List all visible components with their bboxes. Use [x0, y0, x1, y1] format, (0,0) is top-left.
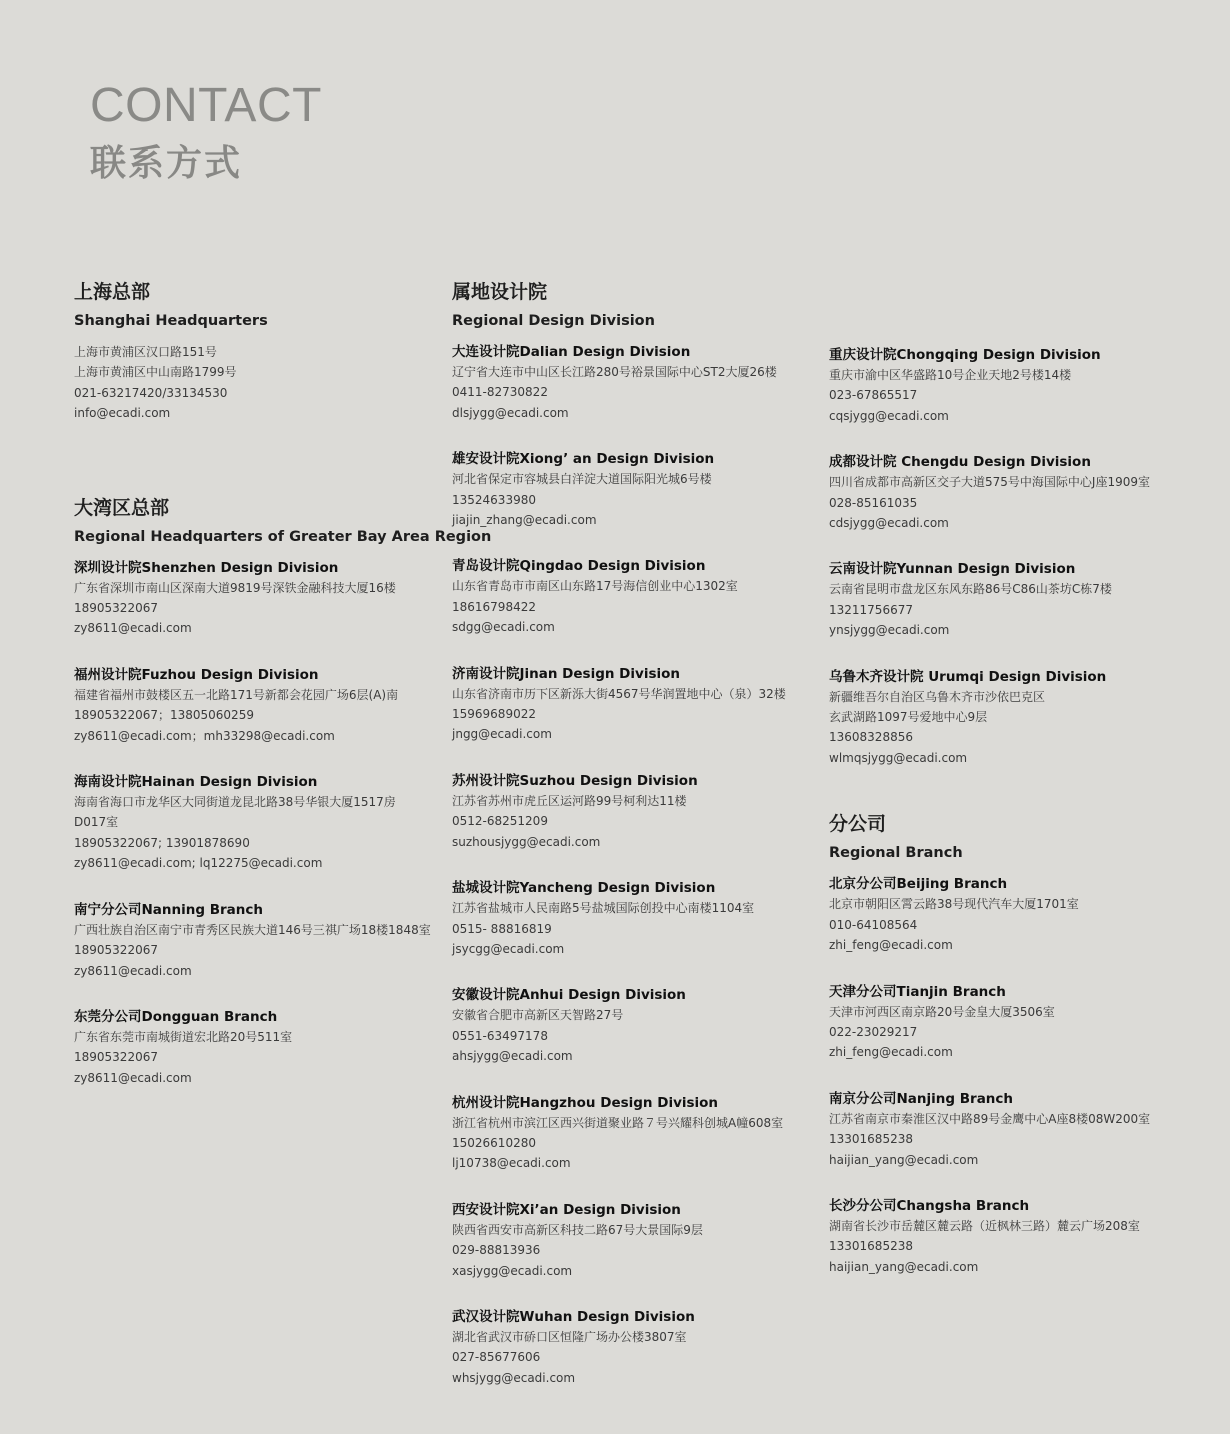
office-name: 乌鲁木齐设计院 Urumqi Design Division — [829, 668, 1107, 685]
phone-line: 18905322067 — [74, 943, 158, 958]
office-entry — [829, 874, 1209, 955]
office-entry — [829, 667, 1209, 769]
contact-lines — [74, 342, 444, 424]
office-name: 南京分公司Nanjing Branch — [829, 1090, 1014, 1107]
page-title-en: CONTACT — [90, 79, 322, 132]
address-line: 安徽省合肥市高新区天智路27号 — [452, 1008, 624, 1023]
office-entry — [452, 556, 822, 637]
address-line: 广东省深圳市南山区深南大道9819号深铁金融科技大厦16楼 — [74, 580, 396, 595]
phone-line: 022-23029217 — [829, 1024, 918, 1039]
email-line: zhi_feng@ecadi.com — [829, 938, 953, 953]
office-name: 西安设计院Xi’an Design Division — [452, 1201, 681, 1218]
email-line: cqsjygg@ecadi.com — [829, 408, 949, 423]
phone-line: 13608328856 — [829, 730, 913, 745]
office-entry — [74, 900, 444, 981]
address-line: 山东省济南市历下区新泺大街4567号华润置地中心（泉）32楼 — [452, 686, 786, 701]
page-title-cn: 联系方式 — [90, 143, 243, 184]
address-line: 重庆市渝中区华盛路10号企业天地2号楼14楼 — [829, 368, 1072, 382]
office-list — [829, 874, 1209, 1277]
office-entry — [452, 1093, 822, 1174]
office-list — [452, 342, 822, 1388]
address-line: 天津市河西区南京路20号金皇大厦3506室 — [829, 1004, 1055, 1019]
phone-line: 13301685238 — [829, 1239, 913, 1254]
email-line: jngg@ecadi.com — [452, 727, 552, 742]
email-line: zy8611@ecadi.com — [74, 621, 192, 636]
office-entry — [829, 982, 1209, 1063]
office-entry — [74, 558, 444, 639]
phone-line: 13524633980 — [452, 492, 536, 507]
phone-line: 027-85677606 — [452, 1350, 541, 1365]
email-line: cdsjygg@ecadi.com — [829, 516, 949, 531]
email-line: zy8611@ecadi.com；mh33298@ecadi.com — [74, 728, 335, 743]
address-line: 四川省成都市高新区交子大道575号中海国际中心J座1909室 — [829, 475, 1150, 490]
email-line: zhi_feng@ecadi.com — [829, 1045, 953, 1060]
email-line: xasjygg@ecadi.com — [452, 1263, 573, 1278]
office-entry — [829, 452, 1209, 533]
section-title: 属地设计院 — [452, 281, 548, 303]
email-line: whsjygg@ecadi.com — [452, 1370, 576, 1385]
phone-line: 15969689022 — [452, 707, 536, 722]
address-line: 广西壮族自治区南宁市青秀区民族大道146号三祺广场18楼1848室 — [74, 922, 431, 937]
office-name: 云南设计院Yunnan Design Division — [829, 561, 1076, 578]
address-line: 江苏省南京市秦淮区汉中路89号金鹰中心A座8楼08W200室 — [829, 1111, 1151, 1126]
office-entry — [452, 985, 822, 1066]
email-line: ahsjygg@ecadi.com — [452, 1049, 573, 1064]
section-subtitle: Regional Design Division — [452, 313, 655, 329]
phone-line: 0515- 88816819 — [452, 921, 552, 936]
address-line: 新疆维吾尔自治区乌鲁木齐市沙依巴克区 — [829, 689, 1046, 704]
address-line: 上海市黄浦区中山南路1799号 — [74, 365, 237, 380]
bay-area-section — [74, 496, 492, 1089]
phone-line: 021-63217420/33134530 — [74, 385, 228, 400]
branch-section — [829, 812, 1209, 1277]
phone-line: 0512-68251209 — [452, 814, 548, 829]
address-line: 湖南省长沙市岳麓区麓云路（近枫林三路）麓云广场208室 — [829, 1218, 1140, 1233]
office-name: 深圳设计院Shenzhen Design Division — [74, 559, 339, 576]
section-subtitle: Shanghai Headquarters — [74, 313, 268, 329]
phone-line: 028-85161035 — [829, 495, 918, 510]
section-title: 上海总部 — [74, 281, 151, 303]
email-line: suzhousjygg@ecadi.com — [452, 834, 601, 849]
phone-line: 0551-63497178 — [452, 1028, 548, 1043]
office-name: 武汉设计院Wuhan Design Division — [452, 1308, 695, 1325]
office-entry — [74, 772, 444, 874]
email-line: zy8611@ecadi.com — [74, 963, 192, 978]
address-line: 海南省海口市龙华区大同街道龙昆北路38号华银大厦1517房 — [74, 795, 396, 810]
address-line: 河北省保定市容城县白洋淀大道国际阳光城6号楼 — [452, 472, 712, 487]
address-line: 北京市朝阳区霄云路38号现代汽车大厦1701室 — [829, 897, 1079, 912]
shanghai-section — [74, 280, 444, 424]
office-entry — [452, 1307, 822, 1388]
address-line: 山东省青岛市市南区山东路17号海信创业中心1302室 — [452, 579, 738, 594]
office-entry — [452, 771, 822, 852]
phone-line: 010-64108564 — [829, 917, 918, 932]
section-subtitle: Regional Branch — [829, 845, 963, 862]
address-line: 辽宁省大连市中山区长江路280号裕景国际中心ST2大厦26楼 — [452, 365, 777, 379]
column-left — [74, 280, 492, 1114]
office-entry — [452, 878, 822, 959]
office-name: 青岛设计院Qingdao Design Division — [452, 558, 706, 575]
office-name: 福州设计院Fuzhou Design Division — [74, 666, 319, 683]
office-entry — [74, 1007, 444, 1088]
office-name: 雄安设计院Xiong’ an Design Division — [452, 451, 715, 468]
office-list — [829, 345, 1209, 768]
office-name: 杭州设计院Hangzhou Design Division — [452, 1094, 719, 1111]
address-line: 江苏省盐城市人民南路5号盐城国际创投中心南楼1104室 — [452, 901, 755, 916]
phone-line: 15026610280 — [452, 1135, 536, 1150]
office-name: 天津分公司Tianjin Branch — [829, 983, 1006, 1000]
address-line: 福建省福州市鼓楼区五一北路171号新都会花园广场6层(A)南 — [74, 687, 399, 702]
email-line: lj10738@ecadi.com — [452, 1156, 571, 1171]
office-name: 大连设计院Dalian Design Division — [452, 344, 691, 360]
office-entry — [829, 345, 1209, 426]
address-line: 玄武湖路1097号爱地中心9层 — [829, 710, 988, 725]
phone-line: 029-88813936 — [452, 1243, 541, 1258]
phone-line: 023-67865517 — [829, 388, 918, 403]
email-line: haijian_yang@ecadi.com — [829, 1259, 979, 1274]
phone-line: 0411-82730822 — [452, 385, 548, 400]
phone-line: 13301685238 — [829, 1132, 913, 1147]
email-line: wlmqsjygg@ecadi.com — [829, 750, 968, 765]
office-name: 成都设计院 Chengdu Design Division — [829, 454, 1091, 471]
address-line: 广东省东莞市南城街道宏北路20号511室 — [74, 1029, 293, 1044]
office-entry — [829, 559, 1209, 640]
office-entry — [452, 1200, 822, 1281]
office-entry — [452, 449, 822, 530]
office-name: 济南设计院Jinan Design Division — [452, 665, 680, 682]
section-title: 分公司 — [829, 813, 887, 836]
address-line: 江苏省苏州市虎丘区运河路99号柯利达11楼 — [452, 793, 687, 808]
column-middle — [452, 280, 822, 1414]
phone-line: 18905322067 — [74, 601, 158, 616]
office-entry — [452, 342, 822, 423]
phone-line: 18616798422 — [452, 599, 536, 614]
address-line: 云南省昆明市盘龙区东风东路86号C86山茶坊C栋7楼 — [829, 582, 1112, 597]
office-entry — [829, 1089, 1209, 1170]
office-entry — [74, 665, 444, 746]
office-name: 重庆设计院Chongqing Design Division — [829, 347, 1101, 363]
address-line: 湖北省武汉市硚口区恒隆广场办公楼3807室 — [452, 1329, 687, 1344]
email-line: dlsjygg@ecadi.com — [452, 405, 569, 420]
email-line: jiajin_zhang@ecadi.com — [452, 513, 597, 528]
address-line: 浙江省杭州市滨江区西兴街道聚业路７号兴耀科创城A幢608室 — [452, 1115, 784, 1130]
office-name: 海南设计院Hainan Design Division — [74, 774, 318, 791]
email-line: zy8611@ecadi.com; lq12275@ecadi.com — [74, 856, 323, 871]
office-name: 北京分公司Beijing Branch — [829, 876, 1008, 893]
email-line: ynsjygg@ecadi.com — [829, 623, 950, 638]
office-name: 盐城设计院Yancheng Design Division — [452, 880, 716, 897]
email-line: info@ecadi.com — [74, 406, 171, 421]
email-line: sdgg@ecadi.com — [452, 620, 555, 635]
address-line: D017室 — [74, 815, 119, 830]
email-line: zy8611@ecadi.com — [74, 1070, 192, 1085]
office-name: 苏州设计院Suzhou Design Division — [452, 772, 698, 789]
address-line: 陕西省西安市高新区科技二路67号大景国际9层 — [452, 1222, 703, 1237]
office-name: 安徽设计院Anhui Design Division — [452, 987, 686, 1004]
phone-line: 18905322067；13805060259 — [74, 708, 254, 723]
phone-line: 13211756677 — [829, 602, 913, 617]
email-line: haijian_yang@ecadi.com — [829, 1152, 979, 1167]
column-right — [829, 345, 1209, 1303]
office-list — [74, 558, 444, 1089]
office-name: 南宁分公司Nanning Branch — [74, 901, 264, 918]
email-line: jsycgg@ecadi.com — [452, 941, 565, 956]
office-name: 长沙分公司Changsha Branch — [829, 1197, 1030, 1214]
phone-line: 18905322067; 13901878690 — [74, 835, 250, 850]
office-entry — [829, 1196, 1209, 1277]
phone-line: 18905322067 — [74, 1050, 158, 1065]
office-name: 东莞分公司Dongguan Branch — [74, 1008, 278, 1025]
address-line: 上海市黄浦区汉口路151号 — [74, 345, 217, 359]
section-subtitle: Regional Headquarters of Greater Bay Area Region — [74, 528, 492, 545]
office-entry — [452, 664, 822, 745]
section-title: 大湾区总部 — [74, 496, 170, 519]
